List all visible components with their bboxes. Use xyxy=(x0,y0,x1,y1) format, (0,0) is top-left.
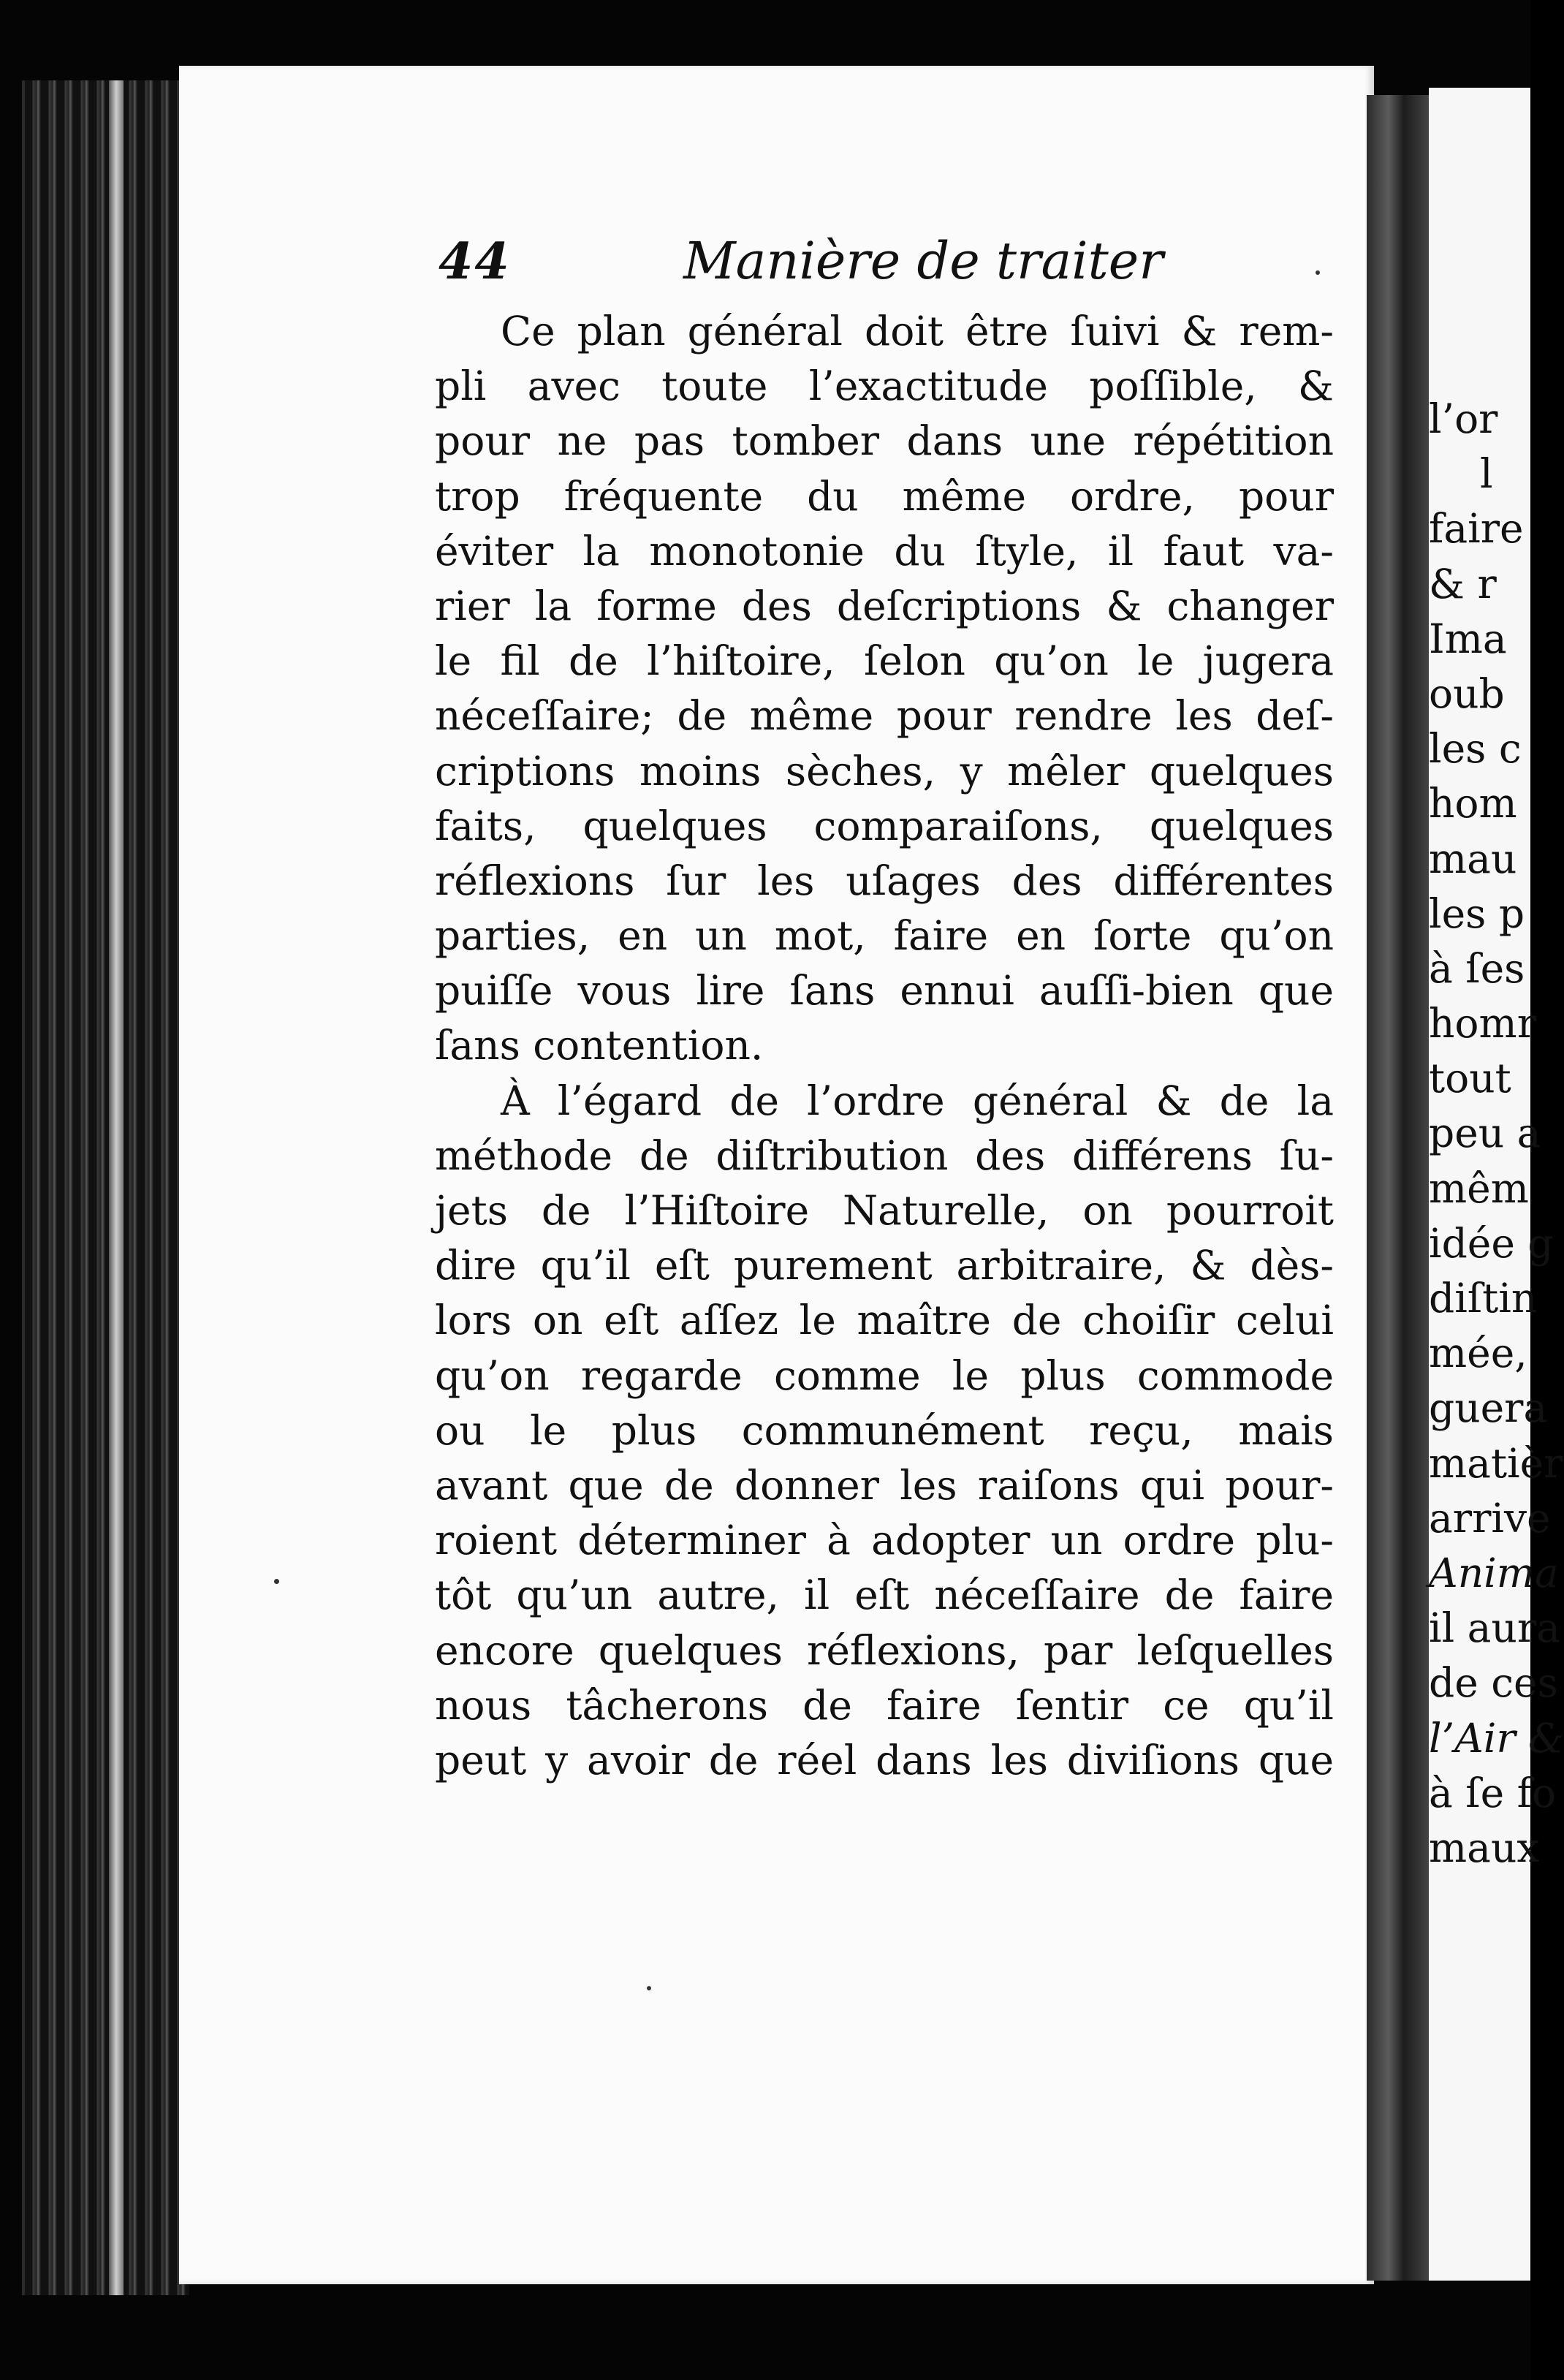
right-line: peu a xyxy=(1429,1110,1541,1157)
text-line: peut y avoir de réel dans les diviſions que xyxy=(435,1736,1334,1784)
right-line: les c xyxy=(1429,725,1522,773)
right-line: à ſe fo xyxy=(1429,1769,1557,1816)
right-line: arrive xyxy=(1429,1494,1551,1542)
right-line: l xyxy=(1480,450,1493,498)
text-line: ou le plus communément reçu, mais xyxy=(435,1406,1334,1454)
text-line: puiſſe vous lire ſans ennui auſſi-bien que xyxy=(435,967,1334,1015)
text-line: méthode de diſtribution des différens ſu- xyxy=(435,1132,1334,1179)
text-line: éviter la monotonie du ſtyle, il faut va- xyxy=(435,527,1334,575)
right-line: & r xyxy=(1429,560,1497,607)
right-line: matièr xyxy=(1429,1439,1563,1487)
text-line: jets de l’Hiſtoire Naturelle, on pourroit xyxy=(435,1187,1334,1234)
text-line: avant que de donner les raiſons qui pour- xyxy=(435,1461,1334,1509)
text-line: À l’égard de l’ordre général & de la xyxy=(501,1077,1334,1124)
text-line: roient déterminer à adopter un ordre plu- xyxy=(435,1517,1334,1564)
right-line: mée, xyxy=(1429,1330,1527,1377)
right-line: guera xyxy=(1429,1384,1548,1432)
text-line: dire qu’il eſt purement arbitraire, & dès- xyxy=(435,1242,1334,1289)
right-line: mau xyxy=(1429,835,1517,882)
right-line: tout xyxy=(1429,1055,1511,1102)
right-line: à ſes xyxy=(1429,944,1525,992)
text-line: parties, en un mot, faire en ſorte qu’on xyxy=(435,912,1334,960)
right-line: hom xyxy=(1429,780,1517,827)
text-line: réflexions ſur les uſages des différentes xyxy=(435,857,1334,904)
paper-speck xyxy=(1316,270,1320,275)
text-line: lors on eſt aſſez le maître de choiſir celui xyxy=(435,1297,1334,1344)
text-line: le fil de l’hiſtoire, ſelon qu’on le jugera xyxy=(435,637,1334,685)
right-line: diſtin xyxy=(1429,1275,1538,1322)
paper-speck xyxy=(274,1579,279,1584)
right-line: l’Air & xyxy=(1429,1714,1564,1762)
page-edges xyxy=(22,80,189,2295)
right-page-text xyxy=(1429,392,1564,1876)
right-line: mêm xyxy=(1429,1164,1529,1212)
text-line: trop fréquente du même ordre, pour xyxy=(435,472,1334,520)
text-line: tôt qu’un autre, il eſt néceſſaire de faire xyxy=(435,1572,1334,1619)
right-line: idée g xyxy=(1429,1219,1554,1267)
running-title: Manière de traiter xyxy=(683,231,1163,291)
right-line: Ima xyxy=(1429,615,1507,662)
page-number: 44 xyxy=(439,232,511,291)
text-line: criptions moins sèches, y mêler quelques xyxy=(435,747,1334,795)
right-line: Anima xyxy=(1429,1549,1559,1596)
text-line: encore quelques réflexions, par leſquelles xyxy=(435,1626,1334,1674)
right-line: maux xyxy=(1429,1824,1540,1871)
text-line: Ce plan général doit être ſuivi & rem- xyxy=(501,308,1334,355)
book-gutter xyxy=(1367,95,1429,2281)
right-line: les p xyxy=(1429,890,1525,937)
right-line: faire xyxy=(1429,505,1524,553)
text-line: pour ne pas tomber dans une répétition xyxy=(435,417,1334,465)
page-header xyxy=(439,232,1352,298)
body-text xyxy=(435,304,1334,1788)
right-line: homr xyxy=(1429,1000,1536,1047)
paper-speck xyxy=(647,1986,651,1990)
right-line: de ces xyxy=(1429,1659,1558,1707)
text-line: ſans contention. xyxy=(435,1022,764,1069)
right-line: oub xyxy=(1429,670,1505,717)
text-line: faits, quelques comparaiſons, quelques xyxy=(435,802,1334,849)
page-edge-highlight xyxy=(109,80,124,2295)
text-line: rier la forme des deſcriptions & changer xyxy=(435,582,1334,629)
right-line: l’or xyxy=(1429,395,1498,442)
right-line: il aura xyxy=(1429,1604,1560,1652)
text-line: néceſſaire; de même pour rendre les deſ- xyxy=(435,692,1334,740)
right-page xyxy=(1429,88,1564,2281)
text-line: qu’on regarde comme le plus commode xyxy=(435,1352,1334,1399)
text-line: pli avec toute l’exactitude poſſible, & xyxy=(435,363,1334,410)
text-line: nous tâcherons de faire ſentir ce qu’il xyxy=(435,1681,1334,1729)
